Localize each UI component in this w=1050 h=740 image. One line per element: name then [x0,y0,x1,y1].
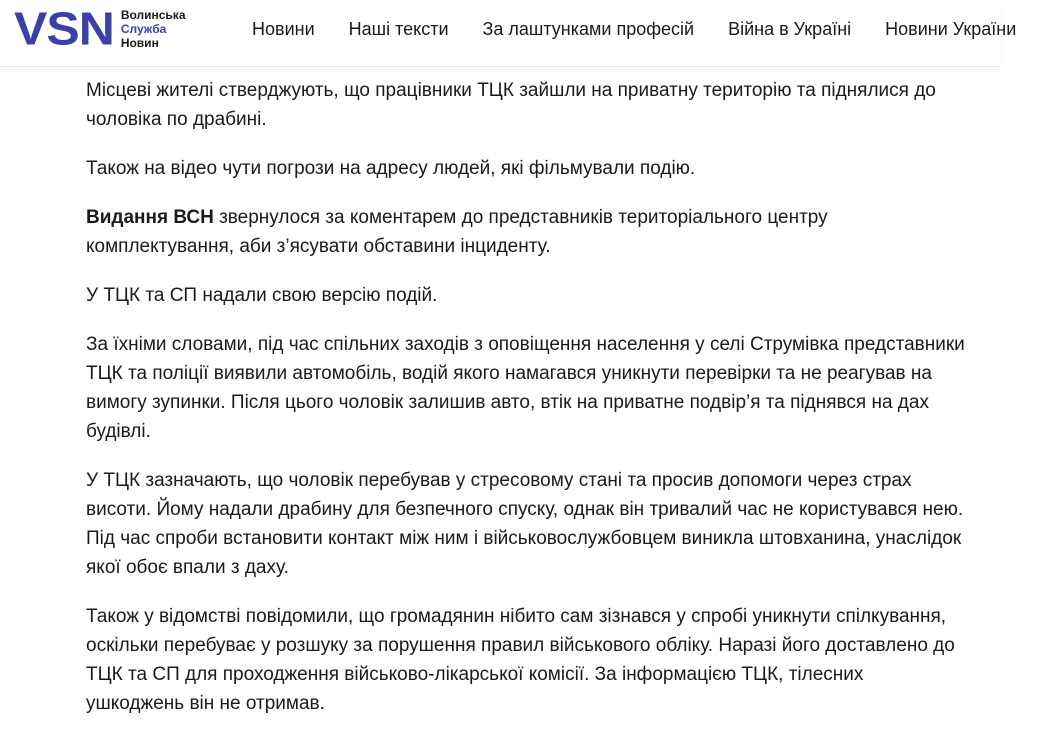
article-paragraph-text: звернулося за коментарем до представників територіального центру комплектування, аби з’ясувати обставини інциденту. [86,207,828,257]
logo-line-3: Новин [120,36,159,50]
site-logo[interactable] [14,3,186,55]
outlet-name: Видання ВСН [86,207,214,228]
nav-item-war-in-ukraine[interactable]: Війна в Україні [728,18,852,39]
article-paragraph: У ТЦК зазначають, що чоловік перебував у стресовому стані та просив допомоги через страх висоти. Йому надали драбину для безпечного спуску, однак він тривалий час не користувався нею. Під час спроби встановити контакт між ним і військовослужбовцем виникла штовханина, унаслідок якої обоє впали з даху. [86,470,964,578]
article-body [86,76,966,738]
article-paragraph: Місцеві жителі стверджують, що працівники ТЦК зайшли на приватну територію та піднялися до чоловіка по драбині. [86,80,936,130]
nav-item-ukraine-news[interactable]: Новини України [885,18,1017,39]
logo-line-2: Служба [120,22,167,36]
article-paragraph: За їхніми словами, під час спільних заходів з оповіщення населення у селі Струмівка представники ТЦК та поліції виявили автомобіль, водій якого намагався уникнути перевірки та не реагував на вимогу зупинки. Після цього чоловік залишив авто, втік на приватне подвір’я та піднявся на дах будівлі. [86,334,965,442]
logo-mark: VSN [14,3,114,55]
article-paragraph [86,203,966,261]
main-nav [252,0,1050,58]
article-paragraph: Також у відомстві повідомили, що громадянин нібито сам зізнався у спробі уникнути спілкування, оскільки перебуває у розшуку за порушення правил військового обліку. Наразі його доставлено до ТЦК та СП для проходження військово-лікарської комісії. За інформацією ТЦК, тілесних ушкоджень він не отримав. [86,606,955,714]
nav-item-our-texts[interactable]: Наші тексти [348,18,449,39]
article-paragraph: У ТЦК та СП надали свою версію подій. [86,285,438,306]
nav-item-news[interactable]: Новини [252,18,315,39]
article-paragraph: Також на відео чути погрози на адресу людей, які фільмували подію. [86,158,696,179]
logo-line-1: Волинська [120,8,186,22]
logo-wordmark [121,8,186,50]
nav-item-behind-professions[interactable]: За лаштунками професій [482,18,695,39]
site-header [0,0,1017,67]
